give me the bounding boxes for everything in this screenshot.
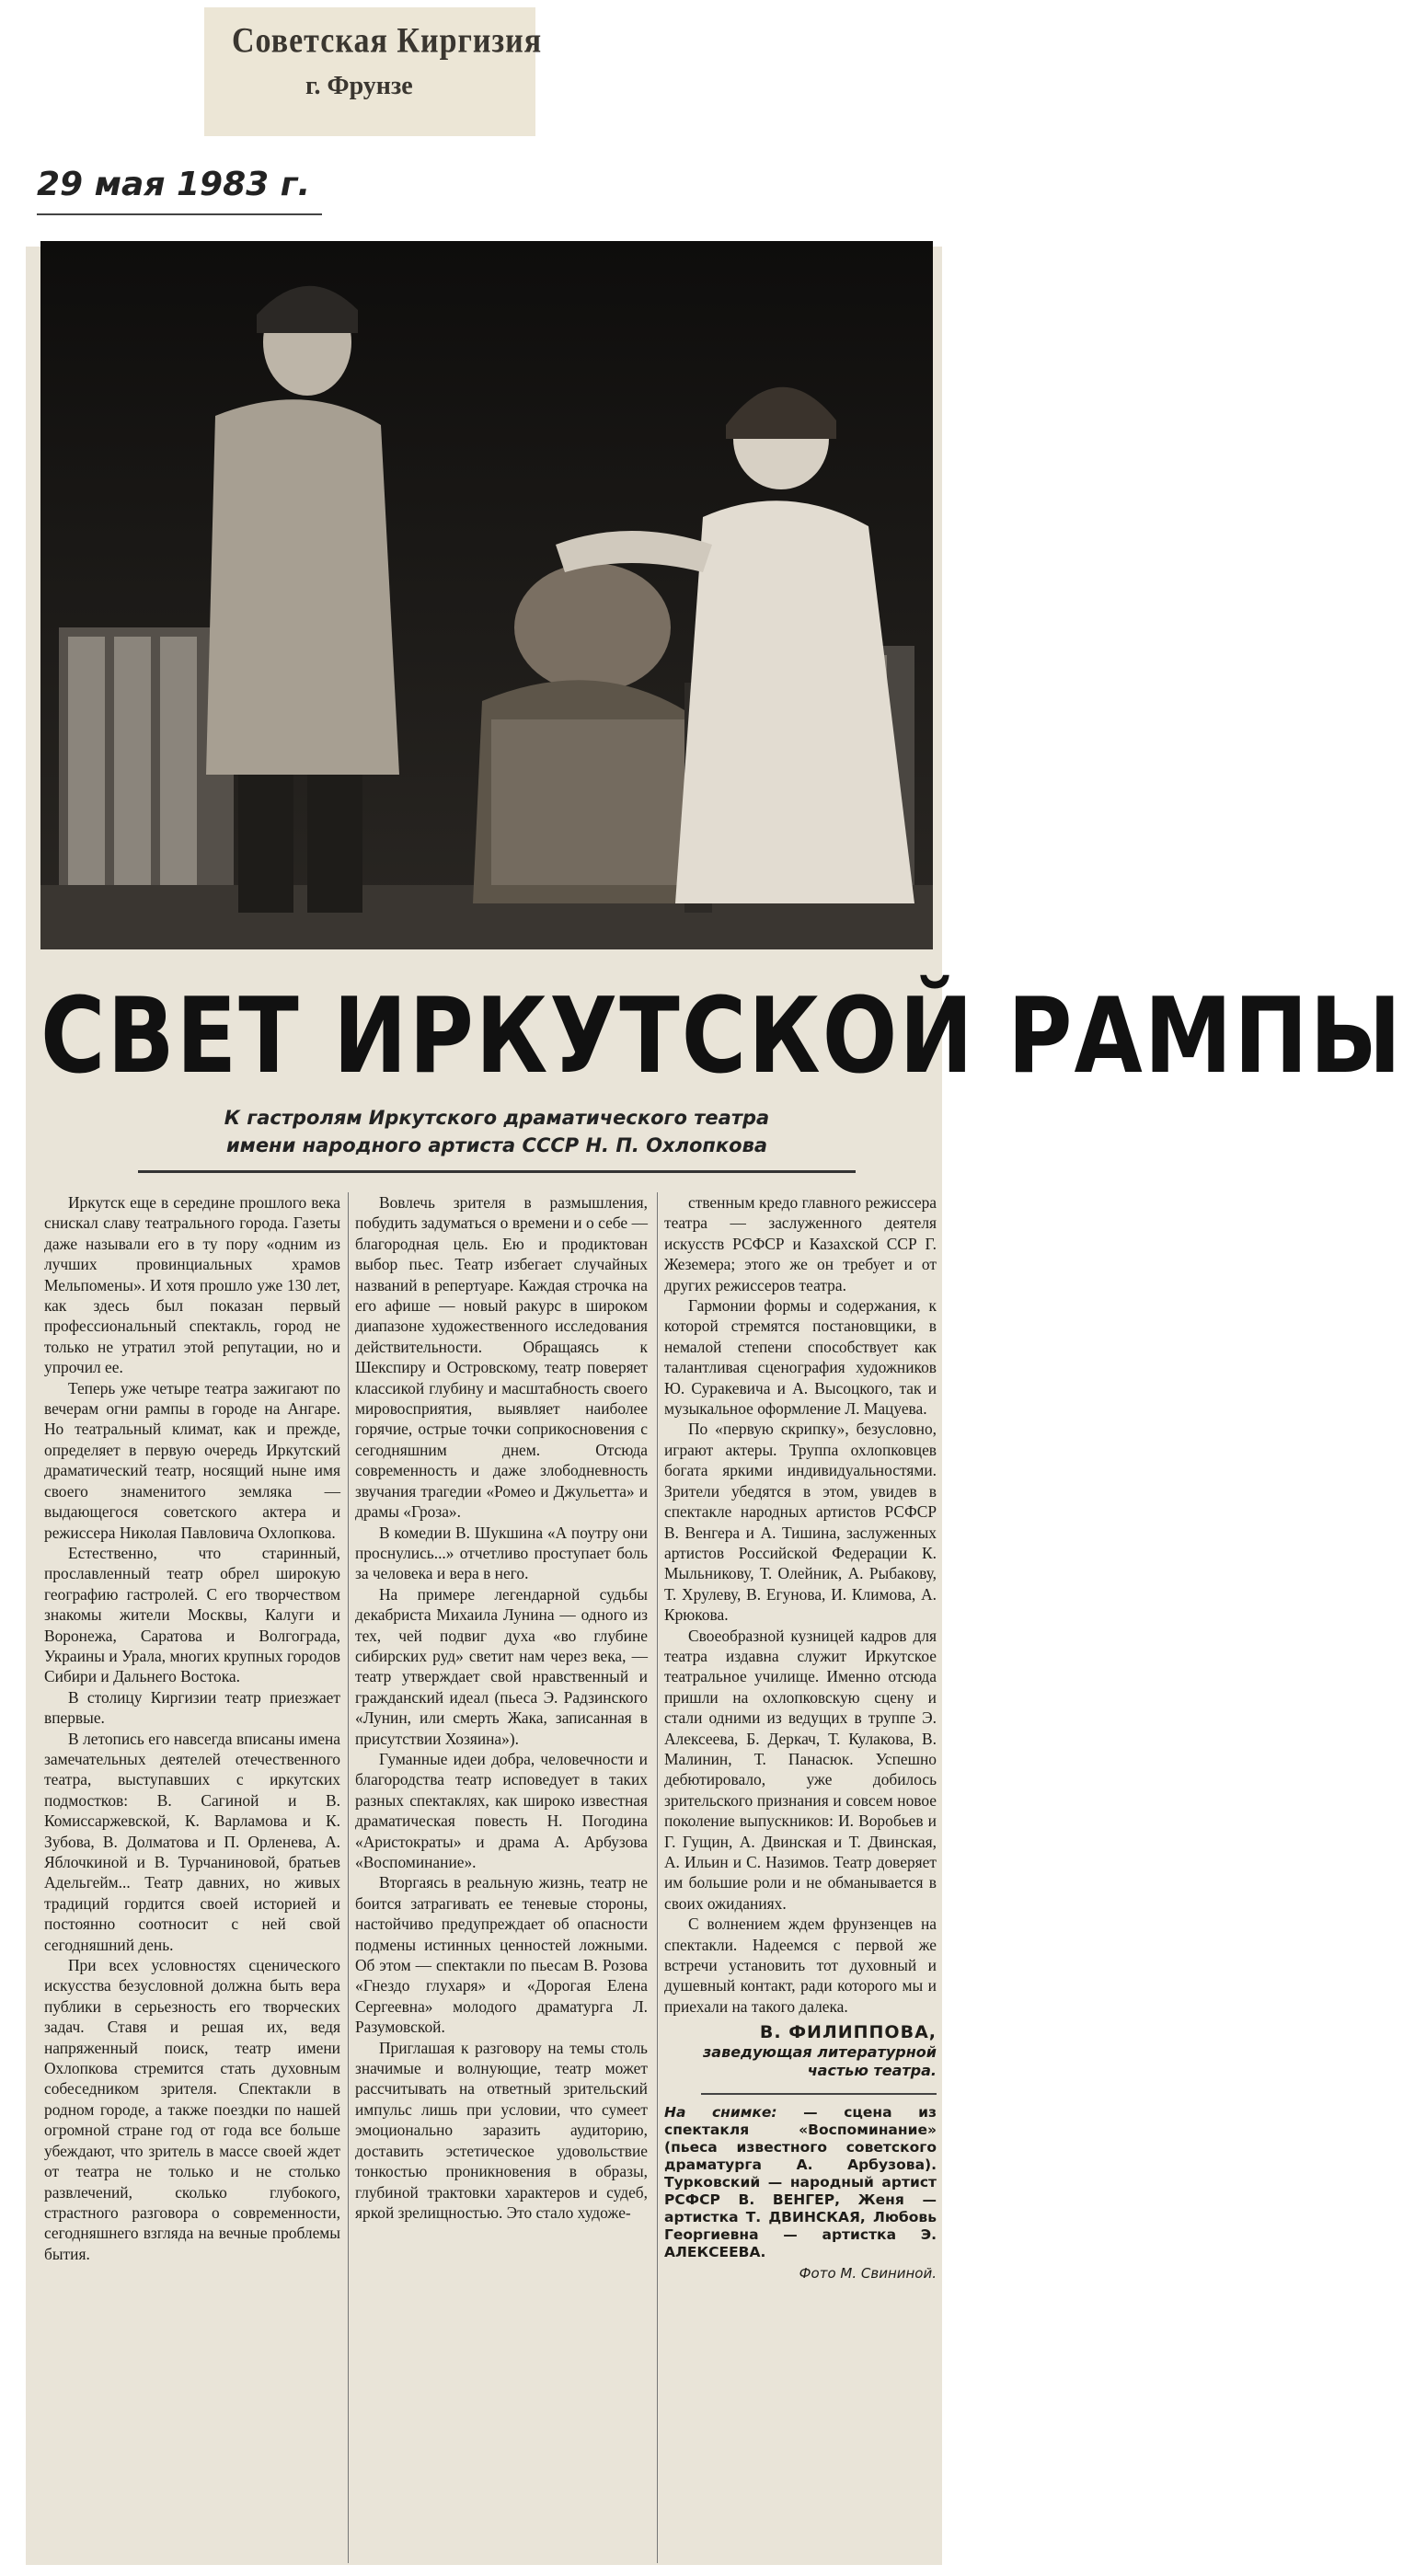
paragraph: Вовлечь зрителя в размышления, побудить задуматься о времени и о себе — благородная цель. Ею и продиктован выбор пьес. Театр избегает случайных названий в репертуаре. Каждая строчка на его афише — новый ракурс в широком диапазоне художественного исследования действительности. Обращаясь к Шекспиру и Островскому, театр поверяет классикой глубину и масштабность своего мировосприятия, выявляет наиболее горячие, острые точки соприкосновения с сегодняшним днем. Отсюда современность и даже злободневность звучания трагедии «Ромео и Джульетта» и драмы «Гроза». [355, 1193, 648, 1522]
photo-caption [664, 2104, 937, 2261]
paragraph: Гармонии формы и содержания, к которой стремятся постановщики, в немалой степени способствует как талантливая сценография художников Ю. Суракевича и А. Высоцкого, так и музыкальное оформление Л. Мацуева. [664, 1296, 937, 1419]
paragraph: При всех условностях сценического искусства безусловной должна быть вера публики в серьезность его творческих задач. Ставя и решая их, ведя напряженный поиск, театр имени Охлопкова стремится стать духовным собеседником зрителя. Спектакли в родном городе, а также поездки по нашей огромной стране год от года все больше убеждают, что зритель в массе своей ждет от театра не только и не столько развлечений, сколько глубокого, страстного разговора о современности, сегодняшнего взгляда на вечные проблемы бытия. [44, 1956, 340, 2263]
newspaper-stamp [204, 7, 543, 136]
article-column-1 [44, 1192, 340, 2264]
stamp-newspaper-name: Советская Киргизия [232, 21, 543, 61]
article-headline: СВЕТ ИРКУТСКОЙ РАМПЫ [40, 975, 1403, 1098]
article-subheading [138, 1104, 856, 1159]
handwritten-date: 29 мая 1983 г. [37, 166, 311, 203]
paragraph: В столицу Киргизии театр приезжает впервые. [44, 1687, 340, 1728]
subheading-rule [138, 1170, 856, 1173]
subheading-line-1: К гастролям Иркутского драматического театра [224, 1107, 770, 1129]
paragraph: Естественно, что старинный, прославленный театр обрел широкую географию гастролей. С его творчеством знакомы жители Москвы, Калуги и Воронежа, Саратова и Волгограда, Украины и Урала, многих крупных городов Сибири и Дальнего Востока. [44, 1543, 340, 1686]
paragraph: По «первую скрипку», безусловно, играют актеры. Труппа охлопковцев богата яркими индивидуальностями. Зрители убедятся в этом, увидев в спектакле народных артистов РСФСР В. Венгера и А. Тишина, заслуженных артистов Российской Федерации К. Мыльникову, Т. Олейник, А. Рыбакову, Т. Хрулеву, В. Егунова, И. Климова, А. Крюкова. [664, 1420, 937, 1625]
paragraph: Вторгаясь в реальную жизнь, театр не боится затрагивать ее теневые стороны, настойчиво предупреждает об опасности подмены истинных ценностей ложными. Об этом — спектакли по пьесам В. Розова «Гнездо глухаря» и «Дорогая Елена Сергеевна» молодого драматурга Л. Разумовской. [355, 1873, 648, 2037]
paragraph: Своеобразной кузницей кадров для театра издавна служит Иркутское театральное училище. Именно отсюда пришли на охлопковскую сцену и стали одними из ведущих в труппе Э. Алексеева, Б. Деркач, Т. Кулакова, В. Малинин, Т. Панасюк. Успешно дебютировало, уже добилось зрительского признания и совсем новое поколение выпускников: И. Воробьев и Г. Гущин, А. Двинская и Т. Двинская, А. Ильин и С. Назимов. Театр доверяет им большие роли и не обманывается в своих ожиданиях. [664, 1626, 937, 1913]
paragraph: ственным кредо главного режиссера театра — заслуженного деятеля искусств РСФСР и Казахской ССР Г. Жеземера; этого же он требует и от других режиссеров театра. [664, 1193, 937, 1294]
paragraph: Иркутск еще в середине прошлого века снискал славу театрального города. Газеты даже называли его в ту пору «одним из лучших провинциальных храмов Мельпомены». И хотя прошло уже 130 лет, как здесь был показан первый профессиональный спектакль, город не только не утратил этой репутации, но и упрочил ее. [44, 1193, 340, 1377]
paragraph: С волнением ждем фрунзенцев на спектакли. Надеемся с первой же встречи установить тот духовный и душевный контакт, ради которого мы и приехали на такого далека. [664, 1915, 937, 2016]
column-divider [348, 1192, 349, 2563]
column-divider [657, 1192, 658, 2563]
photo-credit: Фото М. Свининой. [799, 2264, 937, 2282]
subheading-line-2: имени народного артиста СССР Н. П. Охлопкова [225, 1134, 768, 1156]
paragraph: Гуманные идеи добра, человечности и благородства театр исповедует в таких разных спектаклях, как широко известная драматическая повесть Н. Погодина «Аристократы» и драма А. Арбузова «Воспоминание». [355, 1749, 648, 1871]
author-signature: В. ФИЛИППОВА, [759, 2022, 937, 2043]
author-role: заведующая литературной частью театра. [702, 2042, 937, 2079]
paragraph: На примере легендарной судьбы декабриста Михаила Лунина — одного из тех, чей подвиг духа «во глубине сибирских руд» светит нам через века, — театр утверждает свой нравственный и гражданский идеал (пьеса Э. Радзинского «Лунин, или смерть Жака, записанная в присутствии Хозяина»). [355, 1584, 648, 1748]
caption-rule [701, 2093, 937, 2095]
paragraph: В комедии В. Шукшина «А поутру они проснулись...» отчетливо проступает боль за человека и вера в него. [355, 1523, 648, 1583]
paragraph: В летопись его навсегда вписаны имена замечательных деятелей отечественного театра, выступавших с иркутских подмостков: В. Сагиной и В. Комиссаржевской, К. Варламова и К. Зубова, В. Долматова и П. Орленева, А. Яблочкиной и В. Турчаниновой, братьев Адельгейм... Театр давних, но живых традиций гордится своей историей и постоянно соотносит с ней свой сегодняшний день. [44, 1729, 340, 1954]
paragraph: Приглашая к разговору на темы столь значимые и волнующие, театр может рассчитывать на ответный зрительский импульс лишь при условии, что сумеет эмоционально заразить аудиторию, доставить эстетическое удовольствие тонкостью проникновения в образы, глубиной трактовки характеров и судеб, яркой зрелищностью. Это стало художе- [355, 2038, 648, 2222]
caption-text-2: Турковский — народный артист РСФСР В. ВЕНГЕР, Женя — артистка Т. ДВИНСКАЯ, Любовь Георгиевна — артистка Э. АЛЕКСЕЕВА. [664, 2173, 937, 2260]
caption-label: На снимке: [664, 2103, 777, 2121]
stamp-city: г. Фрунзе [305, 72, 413, 100]
article-column-2 [355, 1192, 648, 2223]
paragraph: Теперь уже четыре театра зажигают по вечерам огни рампы в городе на Ангаре. Но театральный климат, как и прежде, определяет в первую очередь Иркутский драматический театр, носящий ныне имя своего знаменитого земляка — выдающегося советского актера и режиссера Николая Павловича Охлопкова. [44, 1378, 340, 1542]
caption-text-1: — сцена из спектакля «Воспоминание» (пьеса известного советского драматурга А. Арбузова). [664, 2103, 937, 2173]
stage-photo [40, 241, 933, 949]
article-column-3 [664, 1192, 937, 2283]
date-underline [37, 213, 322, 215]
